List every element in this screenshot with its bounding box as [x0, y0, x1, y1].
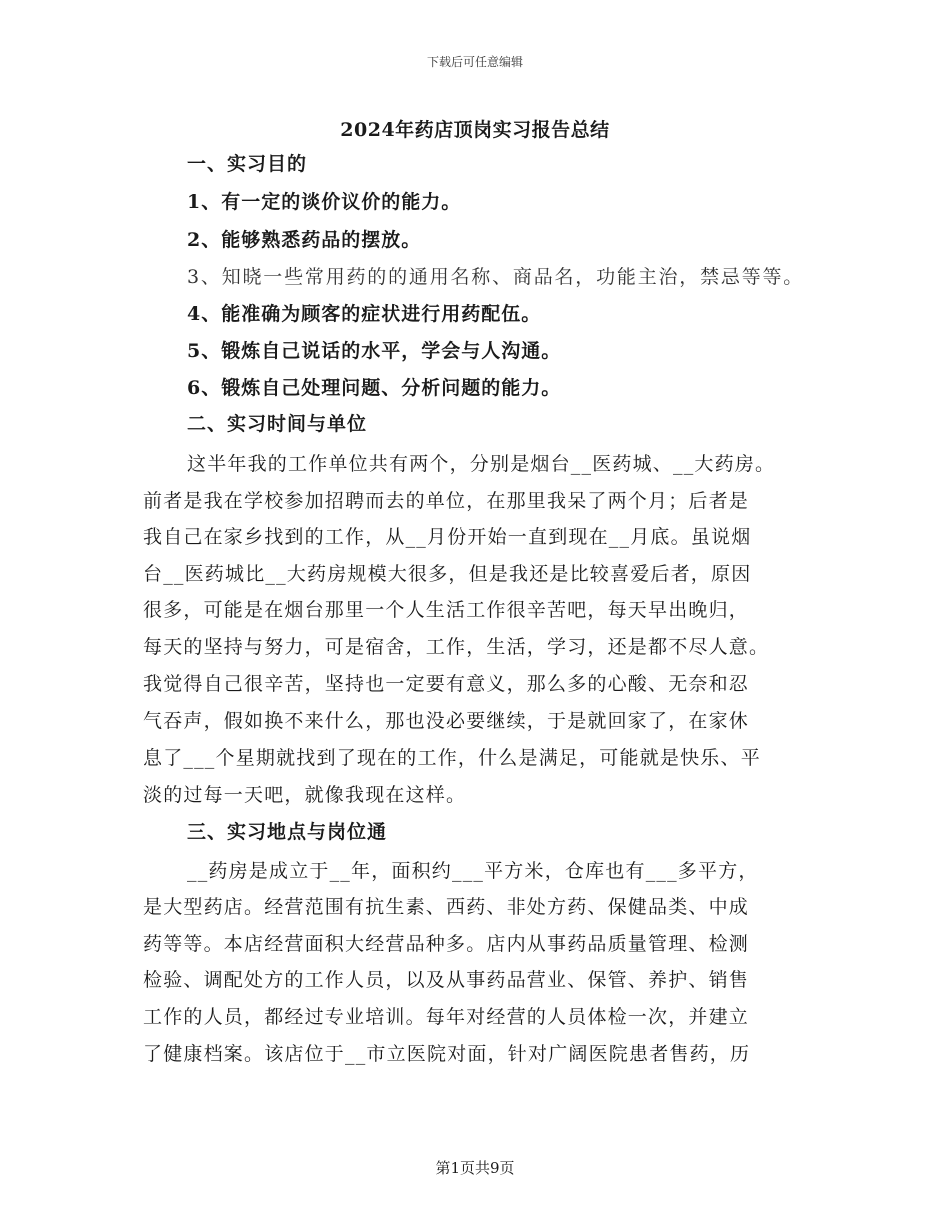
list-item: 4、能准确为顾客的症状进行用药配伍。 — [187, 303, 542, 325]
paragraph-line: 很多，可能是在烟台那里一个人生活工作很辛苦吧，每天早出晚归， — [143, 599, 750, 621]
paragraph-line: 这半年我的工作单位共有两个，分别是烟台__医药城、__大药房。 — [187, 453, 776, 475]
list-item: 1、有一定的谈价议价的能力。 — [187, 191, 462, 213]
paragraph-line: 我自己在家乡找到的工作，从__月份开始一直到现在__月底。虽说烟 — [143, 526, 752, 548]
paragraph-line: 是大型药店。经营范围有抗生素、西药、非处方药、保健品类、中成 — [143, 896, 750, 918]
list-item: 2、能够熟悉药品的摆放。 — [187, 229, 422, 251]
paragraph-line: 淡的过每一天吧，就像我现在这样。 — [143, 784, 467, 806]
paragraph-line: __药房是成立于__年，面积约___平方米，仓库也有___多平方， — [187, 860, 759, 882]
section-heading-1: 一、实习目的 — [187, 153, 308, 175]
section-heading-3: 三、实习地点与岗位通 — [187, 821, 388, 843]
paragraph-line: 药等等。本店经营面积大经营品种多。店内从事药品质量管理、检测 — [143, 933, 750, 955]
paragraph-line: 台__医药城比__大药房规模大很多，但是我还是比较喜爱后者，原因 — [143, 563, 752, 585]
paragraph-line: 我觉得自己很辛苦，坚持也一定要有意义，那么多的心酸、无奈和忍 — [143, 673, 750, 695]
paragraph-line: 检验、调配处方的工作人员，以及从事药品营业、保管、养护、销售 — [143, 969, 750, 991]
paragraph-line: 气吞声，假如换不来什么，那也没必要继续，于是就回家了，在家休 — [143, 710, 750, 732]
paragraph-line: 工作的人员，都经过专业培训。每年对经营的人员体检一次，并建立 — [143, 1006, 750, 1028]
paragraph-line: 前者是我在学校参加招聘而去的单位，在那里我呆了两个月；后者是 — [143, 490, 750, 512]
paragraph-line: 息了___个星期就找到了现在的工作，什么是满足，可能就是快乐、平 — [143, 747, 761, 769]
page-footer: 第1页共9页 — [435, 1159, 515, 1177]
list-item: 6、锻炼自己处理问题、分析问题的能力。 — [187, 377, 562, 399]
list-item: 5、锻炼自己说话的水平，学会与人沟通。 — [187, 340, 562, 362]
paragraph-line: 每天的坚持与努力，可是宿舍，工作，生活，学习，还是都不尽人意。 — [143, 636, 770, 658]
header-note: 下载后可任意编辑 — [426, 55, 523, 69]
document-title: 2024年药店顶岗实习报告总结 — [340, 119, 610, 141]
list-item: 3、知晓一些常用药的的通用名称、商品名，功能主治，禁忌等等。 — [187, 266, 805, 288]
section-heading-2: 二、实习时间与单位 — [187, 413, 368, 435]
paragraph-line: 了健康档案。该店位于__市立医院对面，针对广阔医院患者售药，历 — [143, 1043, 751, 1065]
